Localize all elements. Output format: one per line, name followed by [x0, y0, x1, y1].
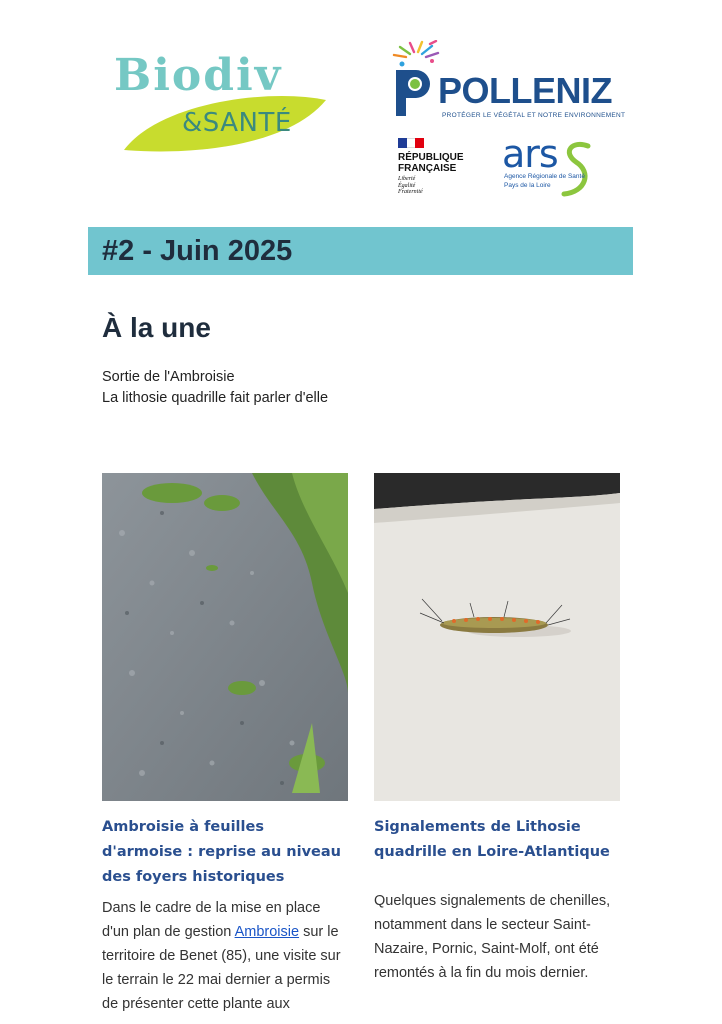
polleniz-tagline: PROTÉGER LE VÉGÉTAL ET NOTRE ENVIRONNEMENT [442, 112, 626, 119]
polleniz-p-icon [386, 40, 442, 120]
article-card-lithosie [374, 473, 620, 985]
newsletter-header [0, 0, 722, 210]
article-excerpt: Quelques signalements de chenilles, notamment dans le secteur Saint-Nazaire, Pornic, Saint-Molf, ont été remontés à la fin du mois dernier. [374, 893, 611, 981]
ambroisie-link[interactable]: Ambroisie [234, 924, 300, 940]
gravel-plants-photo[interactable] [102, 473, 348, 801]
french-flag-icon [398, 138, 424, 148]
biodiv-wordmark: Biodiv [114, 50, 283, 101]
ars-wordmark: ars [502, 132, 558, 176]
rf-name-line1: RÉPUBLIQUE [398, 152, 464, 163]
headline-item[interactable]: Sortie de l'Ambroisie [102, 369, 235, 385]
issue-banner [88, 227, 633, 275]
ars-logo [502, 132, 602, 200]
rf-name-line2: FRANÇAISE [398, 163, 457, 174]
article-title[interactable]: Signalements de Lithosie quadrille en Loire-Atlantique [374, 819, 610, 860]
rf-motto-line3: Fraternité [398, 189, 423, 195]
ars-sub-line2: Pays de la Loire [504, 182, 551, 189]
rf-motto-line2: Égalité [398, 182, 416, 189]
headline-item[interactable]: La lithosie quadrille fait parler d'elle [102, 390, 329, 406]
article-excerpt: Dans le cadre de la mise en place d'un plan de gestion Ambroisie sur le territoire de Benet (85), une visite sur le terrain le 22 mai dernier a permis de présenter cette plante aux [102, 900, 341, 1012]
headline-list [102, 367, 328, 409]
section-title-a-la-une: À la une [102, 312, 211, 343]
ars-sub-line1: Agence Régionale de Santé [504, 173, 585, 180]
sante-wordmark: &SANTÉ [182, 108, 292, 138]
republique-francaise-logo [398, 138, 488, 202]
polleniz-wordmark: POLLENIZ [438, 70, 612, 111]
issue-title: #2 - Juin 2025 [102, 235, 293, 267]
article-title[interactable]: Ambroisie à feuilles d'armoise : reprise au niveau des foyers historiques [102, 819, 341, 885]
biodiv-sante-logo [112, 52, 332, 152]
polleniz-logo [386, 40, 626, 120]
caterpillar-photo[interactable] [374, 473, 620, 801]
article-card-ambroisie [102, 473, 348, 1016]
rf-motto-line1: Liberté [398, 176, 416, 182]
